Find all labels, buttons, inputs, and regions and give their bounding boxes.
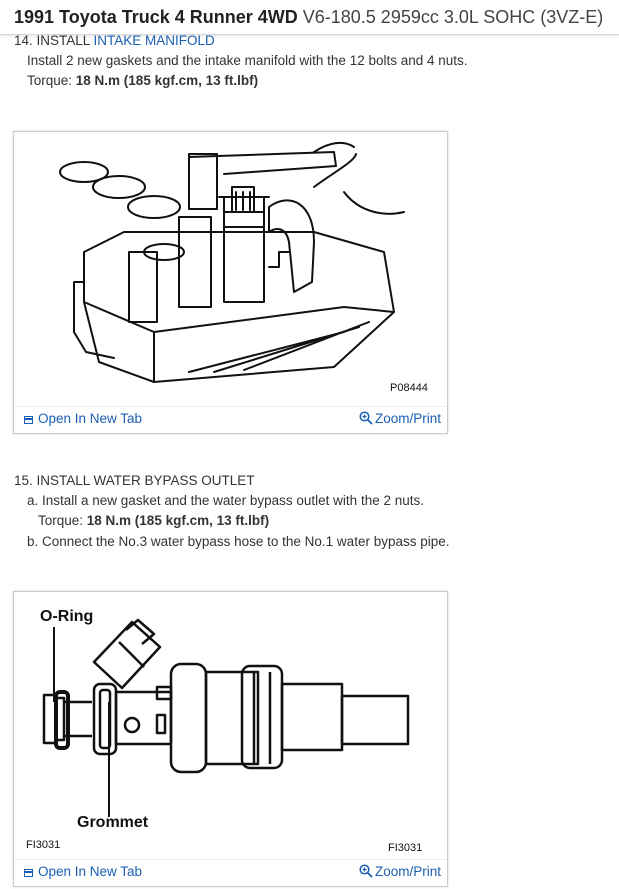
step-14-torque	[27, 73, 258, 88]
o-ring-callout: O-Ring	[40, 608, 94, 625]
step-15-torque	[38, 513, 269, 528]
figure-footer	[14, 859, 447, 886]
injector-figure	[13, 591, 448, 887]
intake-manifold-illustration	[14, 132, 447, 404]
figure-footer	[14, 406, 447, 433]
torque-label: Torque:	[27, 73, 76, 88]
intake-manifold-link[interactable]: INTAKE MANIFOLD	[93, 33, 215, 48]
open-in-new-tab-button[interactable]	[24, 411, 142, 426]
zoom-in-icon	[359, 864, 373, 878]
torque-value: 18 N.m (185 kgf.cm, 13 ft.lbf)	[75, 73, 259, 88]
zoom-print-button[interactable]	[359, 864, 441, 879]
intake-manifold-figure	[13, 131, 448, 434]
figure-code-right: FI3031	[388, 842, 423, 854]
zoom-print-button[interactable]	[359, 411, 441, 426]
grommet-callout: Grommet	[77, 814, 149, 831]
step-15a-instruction: a. Install a new gasket and the water bypass outlet with the 2 nuts.	[27, 493, 424, 508]
page-header	[0, 0, 619, 35]
step-15-title: 15. INSTALL WATER BYPASS OUTLET	[14, 473, 255, 488]
torque-value: 18 N.m (185 kgf.cm, 13 ft.lbf)	[86, 513, 270, 528]
step-14-prefix: 14. INSTALL	[14, 33, 94, 48]
vehicle-title: 1991 Toyota Truck 4 Runner 4WD	[14, 7, 298, 27]
figure-code: P08444	[390, 382, 428, 394]
zoom-label: Zoom/Print	[374, 411, 441, 426]
open-label: Open In New Tab	[38, 864, 143, 879]
open-new-tab-icon	[24, 869, 33, 877]
step-14-title	[14, 33, 215, 48]
zoom-label: Zoom/Print	[374, 864, 441, 879]
zoom-in-icon	[359, 411, 373, 425]
step-15b-instruction: b. Connect the No.3 water bypass hose to the No.1 water bypass pipe.	[27, 534, 450, 549]
step-14-instruction: Install 2 new gaskets and the intake manifold with the 12 bolts and 4 nuts.	[27, 53, 468, 68]
torque-label: Torque:	[38, 513, 87, 528]
open-label: Open In New Tab	[38, 411, 143, 426]
engine-subtitle: V6-180.5 2959cc 3.0L SOHC (3VZ-E)	[297, 7, 604, 27]
open-in-new-tab-button[interactable]	[24, 864, 142, 879]
open-new-tab-icon	[24, 416, 33, 424]
figure-code-left: FI3031	[26, 839, 61, 851]
